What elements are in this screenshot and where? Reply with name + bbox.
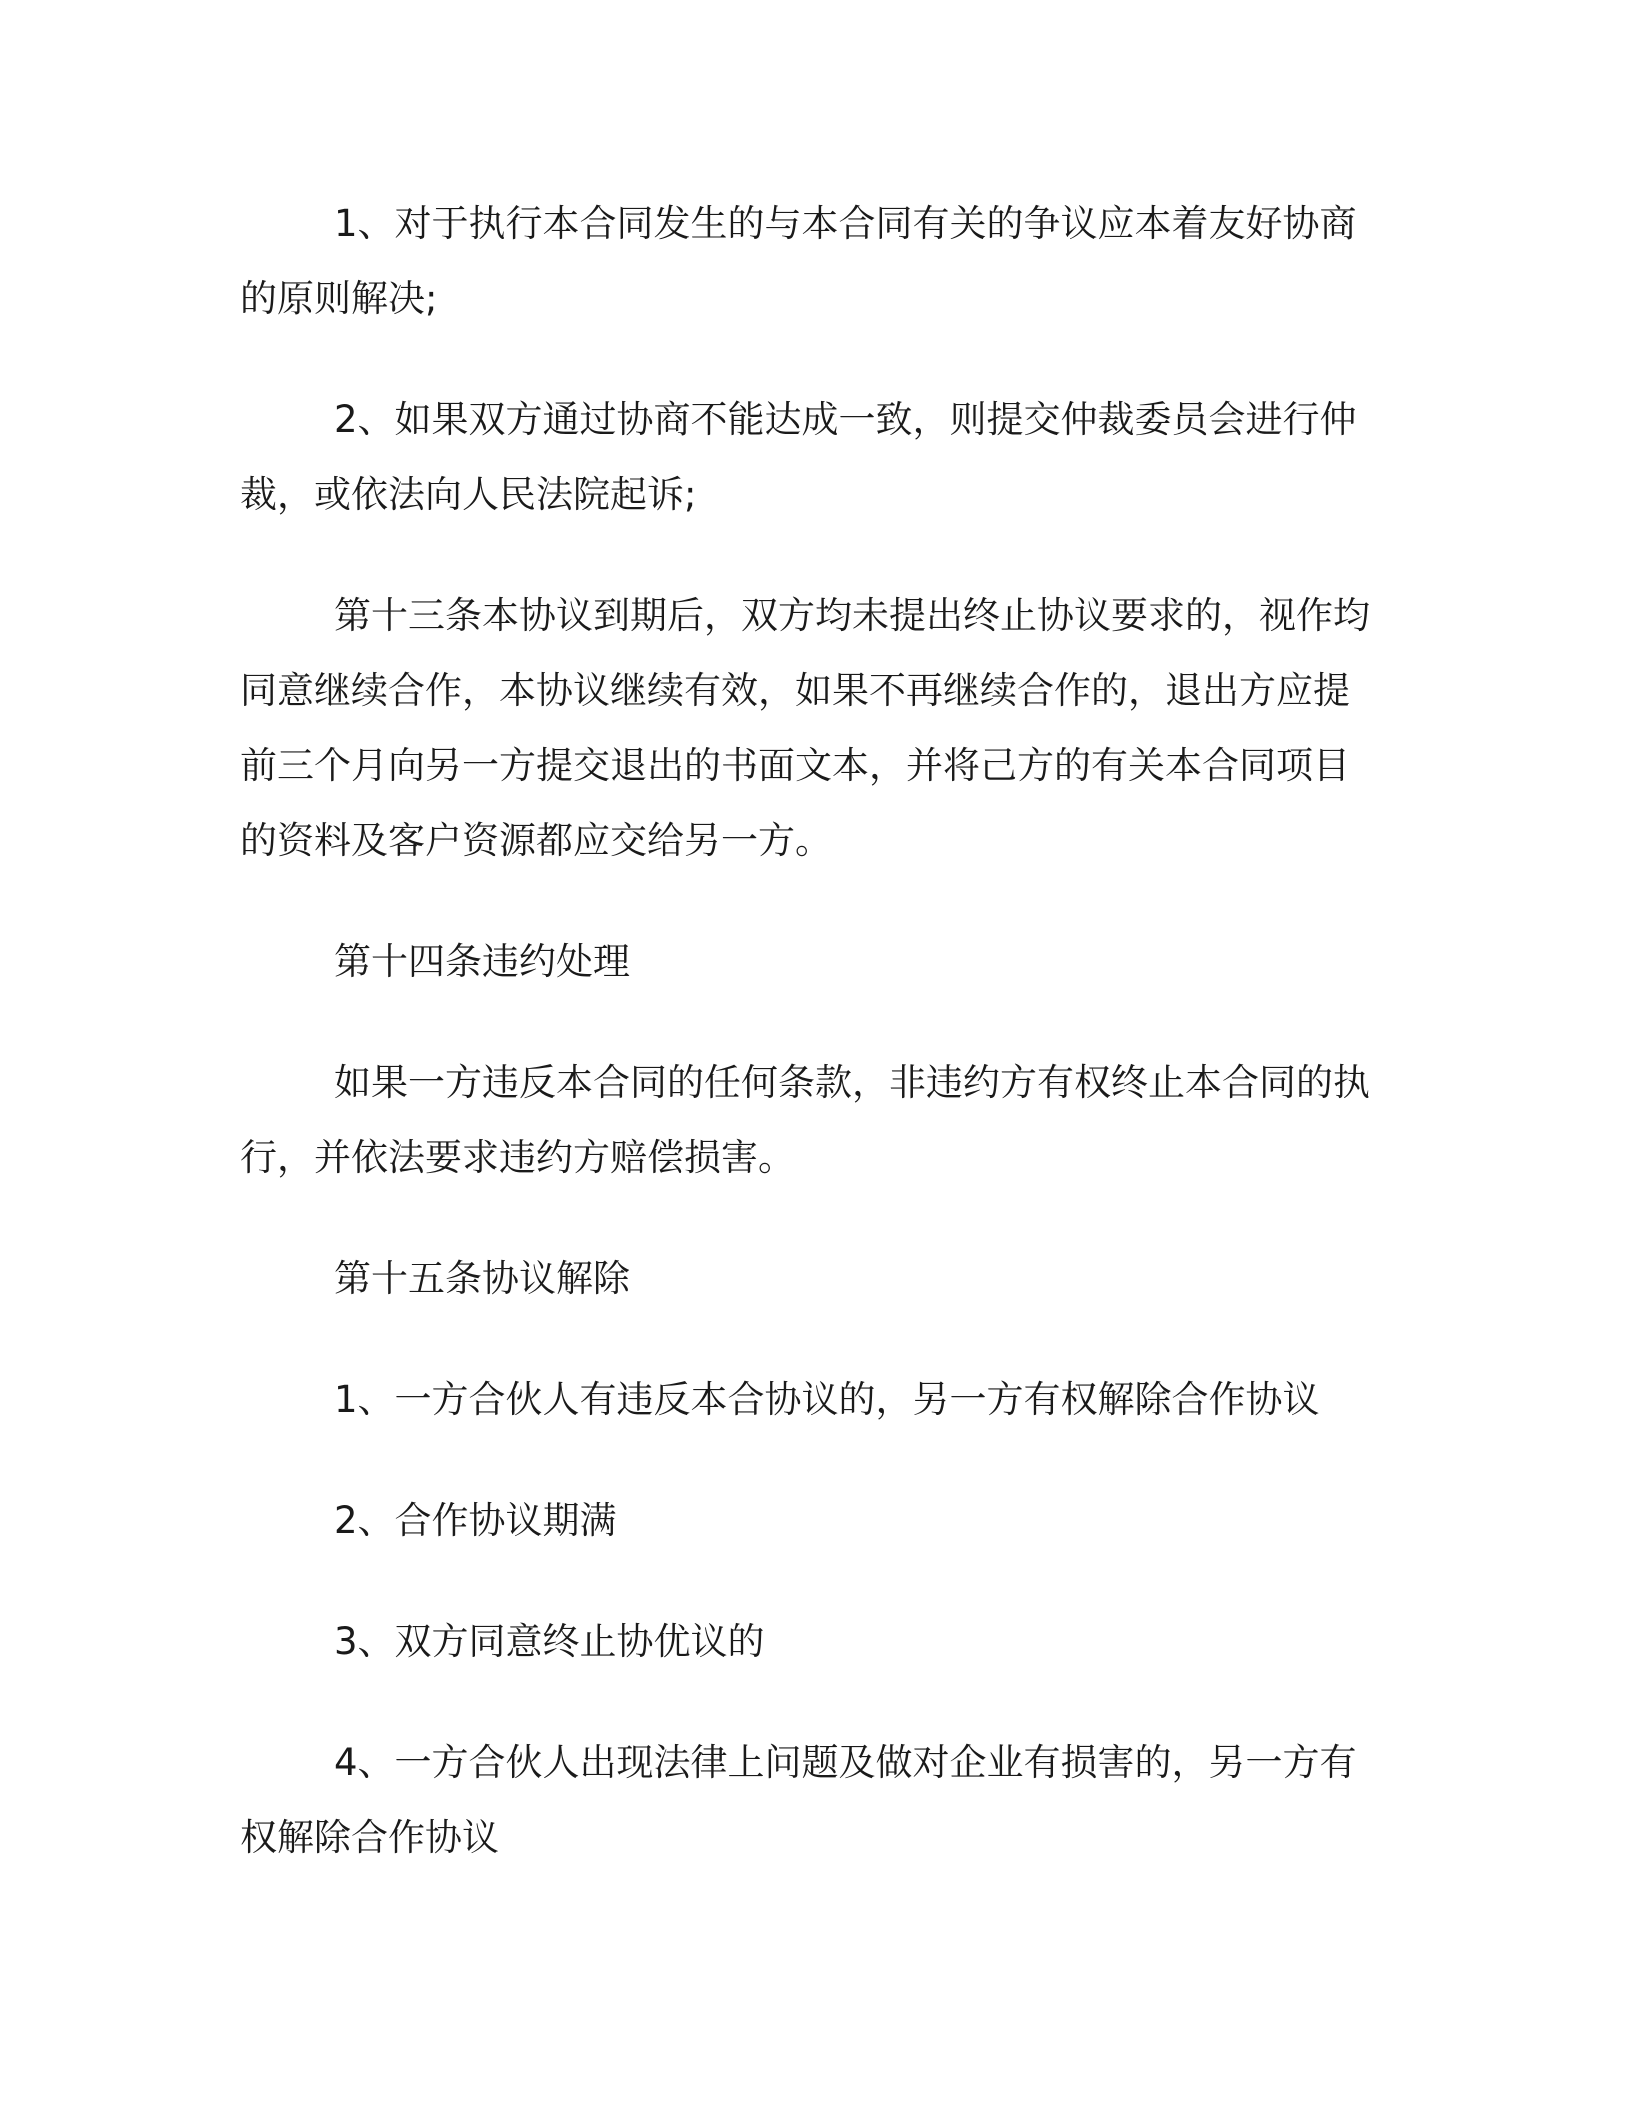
paragraph-dispute-1 (240, 186, 1385, 336)
document-body (240, 186, 1385, 1921)
text-line: 3、双方同意终止协优议的 (334, 1620, 765, 1663)
paragraph-termination-3 (240, 1604, 1385, 1679)
text-line: 第十五条协议解除 (334, 1257, 630, 1300)
heading-article-15 (240, 1241, 1385, 1316)
text-line: 的资料及客户资源都应交给另一方。 (240, 819, 832, 862)
heading-article-14 (240, 924, 1385, 999)
text-line: 第十四条违约处理 (334, 940, 630, 983)
text-line: 的原则解决; (240, 277, 438, 320)
text-line: 1、一方合伙人有违反本合协议的，另一方有权解除合作协议 (334, 1378, 1320, 1421)
text-line: 行，并依法要求违约方赔偿损害。 (240, 1136, 795, 1179)
paragraph-termination-4 (240, 1725, 1385, 1875)
text-line: 1、对于执行本合同发生的与本合同有关的争议应本着友好协商 (334, 202, 1357, 245)
text-line: 同意继续合作，本协议继续有效，如果不再继续合作的，退出方应提 (240, 669, 1350, 712)
text-line: 2、合作协议期满 (334, 1499, 617, 1542)
text-line: 前三个月向另一方提交退出的书面文本，并将己方的有关本合同项目 (240, 744, 1350, 787)
paragraph-termination-1 (240, 1362, 1385, 1437)
text-line: 权解除合作协议 (240, 1816, 499, 1859)
text-line: 2、如果双方通过协商不能达成一致，则提交仲裁委员会进行仲 (334, 398, 1357, 441)
text-line: 如果一方违反本合同的任何条款，非违约方有权终止本合同的执 (334, 1061, 1370, 1104)
text-line: 第十三条本协议到期后，双方均未提出终止协议要求的，视作均 (334, 594, 1370, 637)
text-line: 4、一方合伙人出现法律上问题及做对企业有损害的，另一方有 (334, 1741, 1357, 1784)
paragraph-termination-2 (240, 1483, 1385, 1558)
paragraph-dispute-2 (240, 382, 1385, 532)
paragraph-breach (240, 1045, 1385, 1195)
paragraph-article-13 (240, 578, 1385, 878)
text-line: 裁，或依法向人民法院起诉; (240, 473, 697, 516)
